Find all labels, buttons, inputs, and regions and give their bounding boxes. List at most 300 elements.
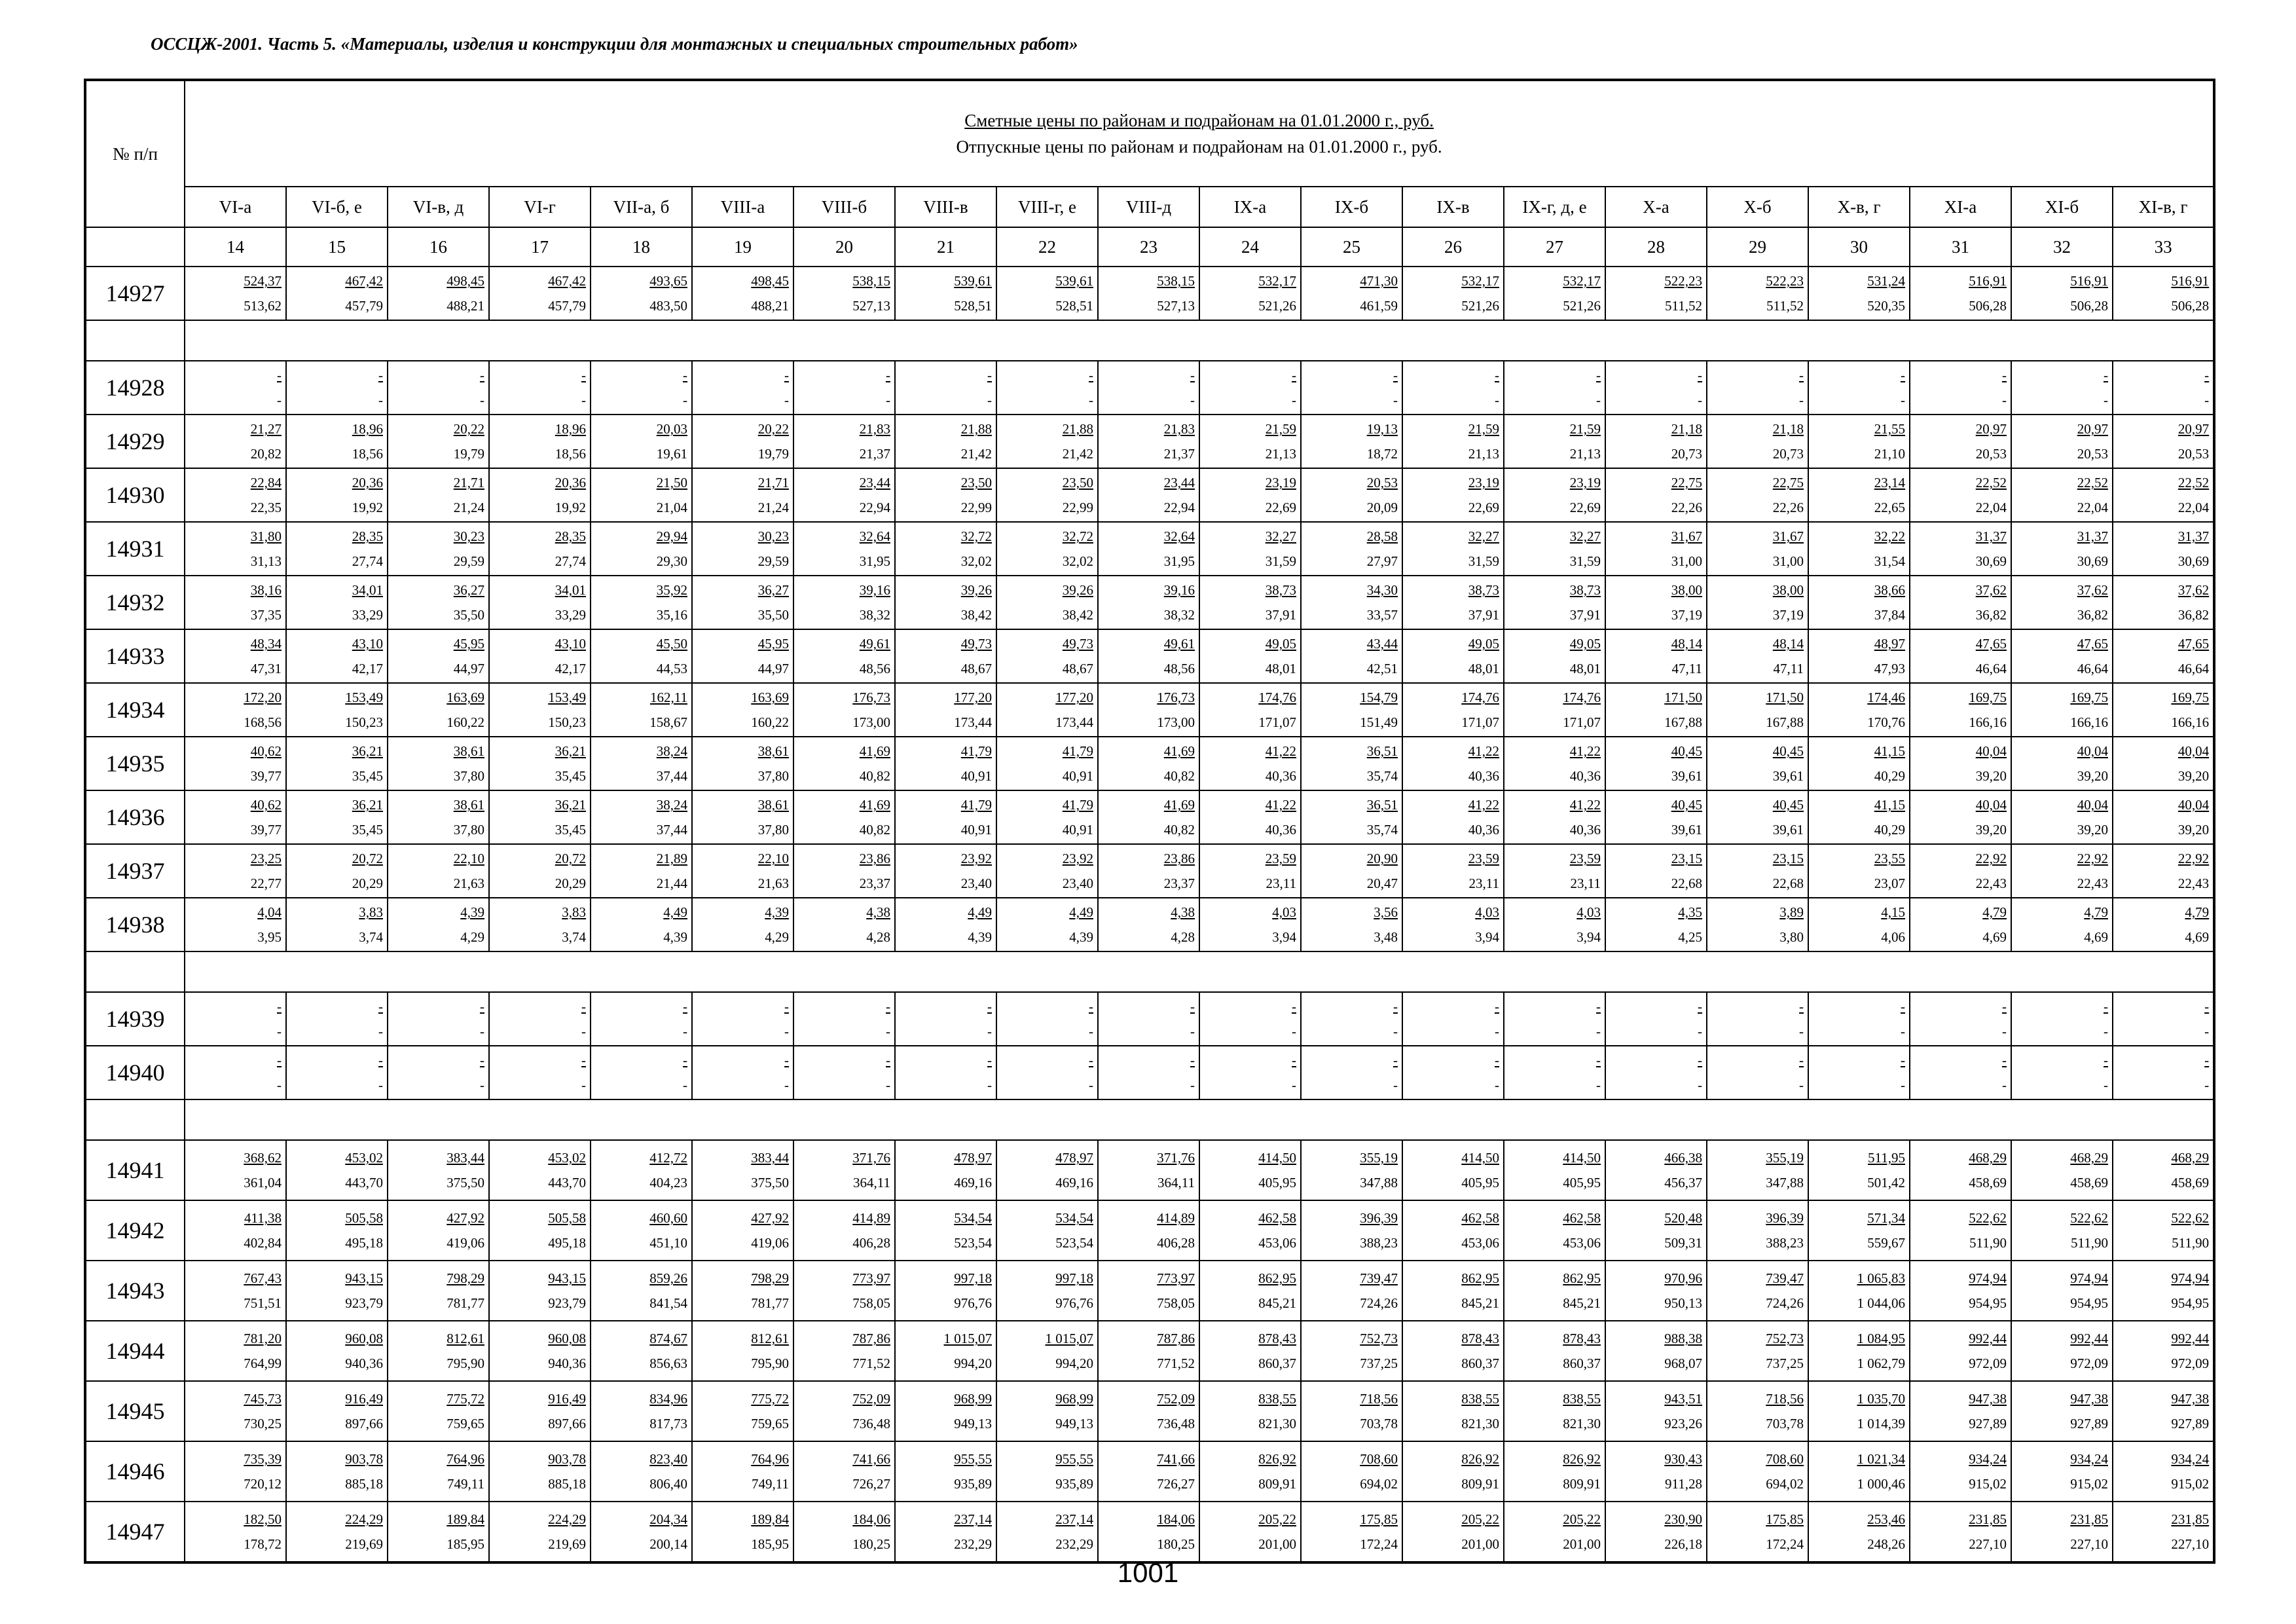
smeta-price: 23,15 <box>1772 851 1804 866</box>
release-price: 40,36 <box>1468 768 1499 784</box>
price-cell <box>1910 1200 2011 1261</box>
smeta-price: 237,14 <box>1055 1511 1093 1527</box>
smeta-price: 22,10 <box>757 851 789 866</box>
smeta-price: 37,62 <box>2178 582 2210 598</box>
price-cell <box>1301 898 1402 951</box>
price-cell <box>1707 415 1808 468</box>
item-number: 14938 <box>85 898 185 951</box>
price-cell <box>2113 898 2214 951</box>
region-header: IX-г, д, е <box>1504 187 1605 227</box>
smeta-price: 48,97 <box>1874 636 1905 652</box>
price-cell <box>286 1046 388 1099</box>
smeta-price: 414,89 <box>852 1210 890 1226</box>
price-cell <box>895 737 996 790</box>
release-price: 405,95 <box>1563 1175 1601 1190</box>
smeta-price: 153,49 <box>345 690 383 705</box>
release-price: 20,82 <box>250 446 282 462</box>
smeta-price: 798,29 <box>751 1270 789 1286</box>
price-cell <box>286 1321 388 1381</box>
smeta-price: 752,73 <box>1360 1331 1398 1346</box>
smeta-price: 505,58 <box>345 1210 383 1226</box>
item-number: 14935 <box>85 737 185 790</box>
release-price: 845,21 <box>1461 1295 1499 1311</box>
smeta-price: - <box>683 1052 687 1068</box>
price-cell <box>692 1502 793 1562</box>
release-price: 528,51 <box>954 298 992 314</box>
smeta-price: - <box>1495 999 1499 1014</box>
price-cell <box>1301 1441 1402 1502</box>
item-number: 14929 <box>85 415 185 468</box>
price-cell <box>286 1200 388 1261</box>
column-number: 21 <box>895 227 996 267</box>
release-price: - <box>683 1077 687 1093</box>
price-cell <box>793 576 895 629</box>
price-cell <box>489 522 591 576</box>
smeta-price: 23,19 <box>1468 475 1499 490</box>
release-price: 404,23 <box>649 1175 687 1190</box>
price-cell <box>1199 629 1301 683</box>
release-price: - <box>784 1077 789 1093</box>
smeta-price: 462,58 <box>1461 1210 1499 1226</box>
price-cell <box>996 1381 1098 1441</box>
release-price: 40,36 <box>1468 822 1499 838</box>
region-header: XI-в, г <box>2113 187 2214 227</box>
smeta-price: - <box>1292 999 1296 1014</box>
release-price: 361,04 <box>244 1175 282 1190</box>
price-cell <box>1098 992 1199 1046</box>
smeta-price: 4,49 <box>663 904 687 920</box>
release-price: - <box>1393 1077 1398 1093</box>
release-price: 167,88 <box>1664 714 1702 730</box>
smeta-price: 3,83 <box>562 904 586 920</box>
release-price: 388,23 <box>1360 1235 1398 1251</box>
release-price: 37,35 <box>250 607 282 623</box>
release-price: 521,26 <box>1563 298 1601 314</box>
smeta-price: 538,15 <box>1157 273 1195 289</box>
price-cell <box>793 1321 895 1381</box>
release-price: 4,69 <box>1982 929 2007 945</box>
release-price: 972,09 <box>2171 1356 2210 1371</box>
smeta-price: 988,38 <box>1664 1331 1702 1346</box>
smeta-price: - <box>1698 367 1702 383</box>
smeta-price: 739,47 <box>1360 1270 1398 1286</box>
release-price: 915,02 <box>2070 1476 2108 1492</box>
release-price: 31,54 <box>1874 553 1905 569</box>
release-price: 37,19 <box>1772 607 1804 623</box>
price-cell <box>1402 790 1504 844</box>
release-price: 509,31 <box>1664 1235 1702 1251</box>
release-price: 200,14 <box>649 1536 687 1552</box>
price-cell <box>1301 267 1402 320</box>
smeta-price: - <box>886 367 890 383</box>
smeta-price: - <box>1089 367 1093 383</box>
release-price: 940,36 <box>548 1356 586 1371</box>
smeta-price: 45,50 <box>656 636 687 652</box>
release-price: 22,43 <box>2077 876 2108 891</box>
smeta-price: 41,15 <box>1874 743 1905 759</box>
price-cell <box>1301 576 1402 629</box>
price-cell <box>1402 415 1504 468</box>
smeta-price: 32,72 <box>960 528 992 544</box>
column-number: 25 <box>1301 227 1402 267</box>
smeta-price: 371,76 <box>1157 1150 1195 1166</box>
release-price: 406,28 <box>1157 1235 1195 1251</box>
group-separator-row <box>85 951 2214 992</box>
release-price: 897,66 <box>548 1416 586 1431</box>
smeta-price: 176,73 <box>1157 690 1195 705</box>
smeta-price: 498,45 <box>751 273 789 289</box>
smeta-price: 764,96 <box>751 1451 789 1467</box>
region-header: X-а <box>1605 187 1707 227</box>
price-cell <box>388 1441 489 1502</box>
release-price: 521,26 <box>1461 298 1499 314</box>
smeta-price: 21,71 <box>757 475 789 490</box>
smeta-price: 224,29 <box>548 1511 586 1527</box>
price-cell <box>2011 1261 2113 1321</box>
smeta-price: 45,95 <box>453 636 484 652</box>
release-price: 27,97 <box>1366 553 1398 569</box>
smeta-price: 48,14 <box>1671 636 1702 652</box>
release-price: 927,89 <box>2070 1416 2108 1431</box>
price-cell <box>489 415 591 468</box>
price-cell <box>185 1261 286 1321</box>
price-cell <box>185 992 286 1046</box>
release-price: 39,61 <box>1772 768 1804 784</box>
release-price: 911,28 <box>1665 1476 1702 1492</box>
price-cell <box>1504 629 1605 683</box>
smeta-price: 48,14 <box>1772 636 1804 652</box>
price-cell <box>1402 844 1504 898</box>
price-cell <box>489 1502 591 1562</box>
price-cell <box>286 844 388 898</box>
smeta-price: 4,79 <box>2185 904 2210 920</box>
release-price: 173,00 <box>1157 714 1195 730</box>
smeta-price: 505,58 <box>548 1210 586 1226</box>
smeta-price: - <box>2204 1052 2210 1068</box>
smeta-price: 32,64 <box>1163 528 1195 544</box>
price-cell <box>793 629 895 683</box>
release-price: 511,52 <box>1766 298 1804 314</box>
smeta-price: 32,72 <box>1062 528 1093 544</box>
price-cell <box>1199 522 1301 576</box>
price-cell <box>895 992 996 1046</box>
price-cell <box>1707 629 1808 683</box>
price-cell <box>2011 1502 2113 1562</box>
price-cell <box>895 1200 996 1261</box>
item-number: 14936 <box>85 790 185 844</box>
price-cell <box>692 844 793 898</box>
price-cell <box>1605 415 1707 468</box>
price-cell <box>1707 737 1808 790</box>
smeta-price: 40,45 <box>1772 797 1804 813</box>
release-price: 795,90 <box>751 1356 789 1371</box>
price-cell <box>489 468 591 522</box>
price-cell <box>1098 1140 1199 1200</box>
release-price: 759,65 <box>446 1416 484 1431</box>
group-separator-row <box>85 320 2214 361</box>
smeta-price: 31,37 <box>2178 528 2210 544</box>
release-price: 506,28 <box>1969 298 2007 314</box>
release-price: - <box>1698 1077 1702 1093</box>
smeta-price: 775,72 <box>446 1391 484 1407</box>
smeta-price: 43,44 <box>1366 636 1398 652</box>
table-row <box>85 576 2214 629</box>
smeta-price: 21,71 <box>453 475 484 490</box>
release-price: 860,37 <box>1563 1356 1601 1371</box>
smeta-price: 21,27 <box>250 421 282 437</box>
release-price: 915,02 <box>1969 1476 2007 1492</box>
release-price: 419,06 <box>446 1235 484 1251</box>
smeta-price: 38,73 <box>1265 582 1296 598</box>
release-price: 38,32 <box>859 607 890 623</box>
smeta-price: - <box>886 999 890 1014</box>
smeta-price: 189,84 <box>751 1511 789 1527</box>
smeta-price: 38,24 <box>656 743 687 759</box>
smeta-price: 522,23 <box>1664 273 1702 289</box>
release-price: - <box>277 1024 282 1039</box>
smeta-price: 169,75 <box>2070 690 2108 705</box>
smeta-price: - <box>1799 1052 1804 1068</box>
release-price: - <box>2002 392 2007 408</box>
smeta-price: 231,85 <box>2171 1511 2210 1527</box>
price-cell <box>1301 844 1402 898</box>
price-cell <box>185 522 286 576</box>
release-price: 405,95 <box>1461 1175 1499 1190</box>
release-price: - <box>581 1077 586 1093</box>
price-cell <box>2011 898 2113 951</box>
release-price: 35,45 <box>352 822 383 838</box>
smeta-price: 49,05 <box>1569 636 1601 652</box>
release-price: 1 014,39 <box>1857 1416 1905 1431</box>
smeta-price: 41,69 <box>1163 743 1195 759</box>
smeta-price: 531,24 <box>1867 273 1905 289</box>
release-price: 48,67 <box>960 661 992 676</box>
price-cell <box>1808 1046 1910 1099</box>
smeta-price: 21,55 <box>1874 421 1905 437</box>
smeta-price: - <box>1393 999 1398 1014</box>
release-price: 40,82 <box>859 768 890 784</box>
release-price: 172,24 <box>1766 1536 1804 1552</box>
smeta-price: 41,69 <box>1163 797 1195 813</box>
smeta-price: 368,62 <box>244 1150 282 1166</box>
release-price: 4,25 <box>1678 929 1702 945</box>
price-cell <box>2011 844 2113 898</box>
price-cell <box>185 1200 286 1261</box>
smeta-price: 532,17 <box>1563 273 1601 289</box>
price-cell <box>1504 468 1605 522</box>
column-number: 26 <box>1402 227 1504 267</box>
price-cell <box>793 1140 895 1200</box>
release-price: - <box>277 1077 282 1093</box>
price-cell <box>1910 522 2011 576</box>
price-cell <box>1199 992 1301 1046</box>
release-price: 39,20 <box>2178 822 2210 838</box>
release-price: 39,61 <box>1772 822 1804 838</box>
smeta-price: 153,49 <box>548 690 586 705</box>
smeta-price: 23,86 <box>859 851 890 866</box>
release-price: 40,36 <box>1265 822 1296 838</box>
smeta-price: 773,97 <box>852 1270 890 1286</box>
smeta-price: 471,30 <box>1360 273 1398 289</box>
release-price: 451,10 <box>649 1235 687 1251</box>
smeta-price: 764,96 <box>446 1451 484 1467</box>
release-price: 166,16 <box>2070 714 2108 730</box>
smeta-price: 39,26 <box>960 582 992 598</box>
price-cell <box>1199 415 1301 468</box>
price-cell <box>286 790 388 844</box>
smeta-price: 22,84 <box>250 475 282 490</box>
release-price: 40,36 <box>1569 768 1601 784</box>
release-price: 21,42 <box>960 446 992 462</box>
smeta-price: 23,59 <box>1468 851 1499 866</box>
smeta-price: 20,97 <box>2077 421 2108 437</box>
column-number: 27 <box>1504 227 1605 267</box>
region-header: VI-б, е <box>286 187 388 227</box>
smeta-price: 708,60 <box>1360 1451 1398 1467</box>
smeta-price: 862,95 <box>1563 1270 1601 1286</box>
release-price: 23,40 <box>1062 876 1093 891</box>
release-price: - <box>378 1024 383 1039</box>
price-cell <box>286 468 388 522</box>
smeta-price: 992,44 <box>2171 1331 2210 1346</box>
item-number: 14937 <box>85 844 185 898</box>
price-cell <box>185 844 286 898</box>
price-cell <box>692 361 793 415</box>
release-price: 150,23 <box>345 714 383 730</box>
price-cell <box>489 1200 591 1261</box>
release-price: - <box>480 392 484 408</box>
separator-cell <box>185 320 2214 361</box>
price-cell <box>388 790 489 844</box>
smeta-price: 31,80 <box>250 528 282 544</box>
release-price: 35,16 <box>656 607 687 623</box>
release-price: 940,36 <box>345 1356 383 1371</box>
separator-id-cell <box>85 320 185 361</box>
release-price: - <box>1799 1024 1804 1039</box>
price-cell <box>2113 1441 2214 1502</box>
release-price: - <box>1190 392 1195 408</box>
smeta-price: 538,15 <box>852 273 890 289</box>
smeta-price: 28,35 <box>352 528 383 544</box>
price-cell <box>1707 992 1808 1046</box>
smeta-price: 943,51 <box>1664 1391 1702 1407</box>
release-price: 737,25 <box>1766 1356 1804 1371</box>
release-price: 20,73 <box>1671 446 1702 462</box>
release-price: 488,21 <box>446 298 484 314</box>
smeta-price: - <box>2204 999 2210 1014</box>
price-cell <box>1910 992 2011 1046</box>
smeta-price: 169,75 <box>2171 690 2210 705</box>
column-number: 17 <box>489 227 591 267</box>
smeta-price: 23,19 <box>1265 475 1296 490</box>
column-number: 15 <box>286 227 388 267</box>
release-price: 443,70 <box>548 1175 586 1190</box>
smeta-price: 834,96 <box>649 1391 687 1407</box>
release-price: 523,54 <box>1055 1235 1093 1251</box>
price-cell <box>996 844 1098 898</box>
release-price: 173,44 <box>1055 714 1093 730</box>
price-cell <box>1605 576 1707 629</box>
smeta-price: - <box>277 999 282 1014</box>
smeta-price: - <box>378 367 383 383</box>
price-cell <box>1199 1046 1301 1099</box>
price-cell <box>1808 737 1910 790</box>
smeta-price: 522,62 <box>1969 1210 2007 1226</box>
smeta-price: 520,48 <box>1664 1210 1702 1226</box>
price-cell <box>1301 790 1402 844</box>
release-price: 3,95 <box>257 929 282 945</box>
price-cell <box>1605 1140 1707 1200</box>
price-cell <box>1098 1046 1199 1099</box>
price-cell <box>692 415 793 468</box>
smeta-price: 41,22 <box>1468 743 1499 759</box>
release-price: - <box>1292 1024 1296 1039</box>
price-cell <box>185 683 286 737</box>
smeta-price: 40,04 <box>2178 797 2210 813</box>
price-cell <box>1808 629 1910 683</box>
price-cell <box>185 1502 286 1562</box>
page-number: 1001 <box>1117 1557 1179 1588</box>
smeta-price: 32,22 <box>1874 528 1905 544</box>
price-cell <box>185 1381 286 1441</box>
release-price: 915,02 <box>2171 1476 2210 1492</box>
smeta-price: 773,97 <box>1157 1270 1195 1286</box>
release-price: 771,52 <box>852 1356 890 1371</box>
smeta-price: 718,56 <box>1360 1391 1398 1407</box>
release-price: 856,63 <box>649 1356 687 1371</box>
smeta-price: 169,75 <box>1969 690 2007 705</box>
smeta-price: - <box>2104 1052 2108 1068</box>
release-price: 764,99 <box>244 1356 282 1371</box>
release-price: 22,94 <box>1163 500 1195 515</box>
smeta-price: 974,94 <box>2171 1270 2210 1286</box>
release-price: 821,30 <box>1563 1416 1601 1431</box>
release-price: 44,97 <box>757 661 789 676</box>
release-price: 21,13 <box>1468 446 1499 462</box>
price-cell <box>1808 992 1910 1046</box>
price-cell <box>388 737 489 790</box>
smeta-price: 467,42 <box>345 273 383 289</box>
release-price: - <box>1698 1024 1702 1039</box>
smeta-price: 230,90 <box>1664 1511 1702 1527</box>
smeta-price: 787,86 <box>1157 1331 1195 1346</box>
smeta-price: 40,04 <box>2077 743 2108 759</box>
price-cell <box>1605 267 1707 320</box>
release-price: 38,42 <box>960 607 992 623</box>
release-price: 736,48 <box>1157 1416 1195 1431</box>
smeta-price: - <box>2002 367 2007 383</box>
smeta-price: 38,66 <box>1874 582 1905 598</box>
smeta-price: 4,04 <box>257 904 282 920</box>
price-cell <box>793 1200 895 1261</box>
release-price: 495,18 <box>548 1235 586 1251</box>
smeta-price: 970,96 <box>1664 1270 1702 1286</box>
release-price: 845,21 <box>1258 1295 1296 1311</box>
smeta-price: 38,61 <box>757 797 789 813</box>
release-price: 171,07 <box>1461 714 1499 730</box>
item-number: 14927 <box>85 267 185 320</box>
price-cell <box>692 1046 793 1099</box>
release-price: 443,70 <box>345 1175 383 1190</box>
price-cell <box>1199 844 1301 898</box>
price-cell <box>1808 361 1910 415</box>
price-cell <box>388 1381 489 1441</box>
price-cell <box>2113 992 2214 1046</box>
release-price: 173,44 <box>954 714 992 730</box>
price-cell <box>591 1200 692 1261</box>
smeta-price: - <box>1495 367 1499 383</box>
price-cell <box>692 790 793 844</box>
